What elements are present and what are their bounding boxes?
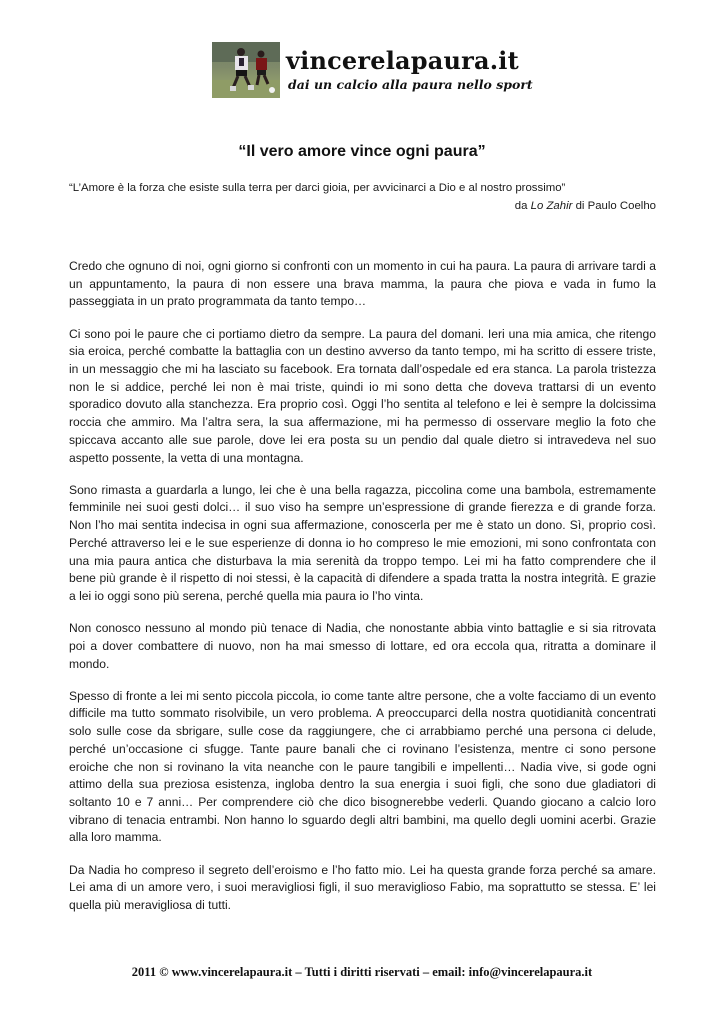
attribution-author: di Paulo Coelho [572, 200, 656, 212]
attribution-book-title: Lo Zahir [530, 200, 573, 212]
epigraph-quote: “L’Amore è la forza che esiste sulla terra per darci gioia, per avvicinarci a Dio e al nostro prossimo” [69, 182, 566, 194]
article-paragraph: Sono rimasta a guardarla a lungo, lei che è una bella ragazza, piccolina come una bambola, estremamente femminile nei suoi gesti dolci… il suo viso ha sempre un’espressione di grande fierezza e di grande forza. Non l’ho mai sentita indecisa in ogni sua affermazione, conoscerla per me è stato un dono. Sì, proprio così. Perché attraverso lei e le sue esperienze di donna io ho compreso le mie emozioni, mi sono confrontata con una mia paura antica che disturbava la mia serenità da troppo tempo. Lei mi ha fatto comprendere che il bene più grande è il rispetto di noi stessi, è la capacità di difendere a spada tratta la nostra integrità. E grazie a lei io oggi sono più serena, perché quella mia paura io l’ho vinta. [69, 482, 656, 603]
logo-photo-soccer-players [212, 42, 280, 98]
site-tagline: dai un calcio alla paura nello sport [288, 77, 533, 92]
site-name: vincerelapaura.it [286, 46, 519, 75]
article-paragraph: Non conosco nessuno al mondo più tenace di Nadia, che nonostante abbia vinto battaglie e si sia ritrovata poi a dover combattere di nuovo, non ha mai smesso di lottare, ed ora eccola qua, ritratta a dominare il mondo. [69, 621, 656, 671]
quote-attribution [515, 200, 656, 212]
article-paragraph: Credo che ognuno di noi, ogni giorno si confronti con un momento in cui ha paura. La paura di arrivare tardi a un appuntamento, la paura di non essere una brava mamma, la paura che piova e vada in fumo la passeggiata in un prato programmata da tanto tempo… [69, 259, 656, 309]
article-body [69, 258, 656, 929]
article-paragraph: Spesso di fronte a lei mi sento piccola piccola, io come tante altre persone, che a volte facciamo di un evento difficile ma tutto sommato risolvibile, un vero problema. A preoccuparci della nostra quotidianità concentrati solo sulle cose da sbrigare, sulle cose da raggiungere, che ci arrabbiamo perché una persona ci delude, perché un’occasione ci sfugge. Tante paure banali che ci rovinano l’esistenza, mentre ci sono persone eroiche che non si rovinano la vita neanche con le paure tangibili e impellenti… Nadia vive, si gode ogni attimo della sua preziosa esistenza, ingloba dentro la sua energia i suoi figli, che sono due gladiatori di soltanto 10 e 7 anni… Per comprendere ciò che dico bisognerebbe vederli. Quando giocano a calcio loro vibrano di tenacia entrambi. Non hanno lo sguardo degli altri bambini, ma quello degli uomini acerbi. Grazie alla loro mamma. [69, 688, 656, 845]
article-paragraph: Da Nadia ho compreso il segreto dell’eroismo e l’ho fatto mio. Lei ha questa grande forza perché sa amare. Lei ama di un amore vero, i suoi meravigliosi figli, il suo meraviglioso Fabio, ma soprattutto se stessa. E’ lei quella più meravigliosa di tutti. [69, 862, 656, 912]
attribution-prefix: da [514, 200, 531, 212]
article-title: “Il vero amore vince ogni paura” [238, 143, 486, 160]
article-paragraph: Ci sono poi le paure che ci portiamo dietro da sempre. La paura del domani. Ieri una mia amica, che ritengo sia eroica, perché combatte la battaglia con un destino avverso da tanto tempo, mi ha scritto di essere triste, in un messaggio che mi ha lasciato su facebook. Era tornata dall’ospedale ed era stanca. La parola tristezza non le si addice, perché lei non è mai triste, quindi io mi sono detta che doveva trattarsi di un evento sporadico dovuto alla stanchezza. Era proprio così. Oggi l’ho sentita al telefono e lei è sempre la dolcissima roccia che ammiro. Ma l’altra sera, la sua affermazione, mi ha permesso di osservare meglio la foto che spiccava accanto alle sue parole, dove lei era posta su un pendio dal quale dietro si intravedeva nel suo aspetto possente, la vetta di una montagna. [69, 326, 656, 465]
site-header [212, 40, 533, 100]
page-footer: 2011 © www.vincerelapaura.it – Tutti i diritti riservati – email: info@vincerelapaura.it [131, 965, 593, 979]
soccer-player-image [212, 42, 280, 98]
